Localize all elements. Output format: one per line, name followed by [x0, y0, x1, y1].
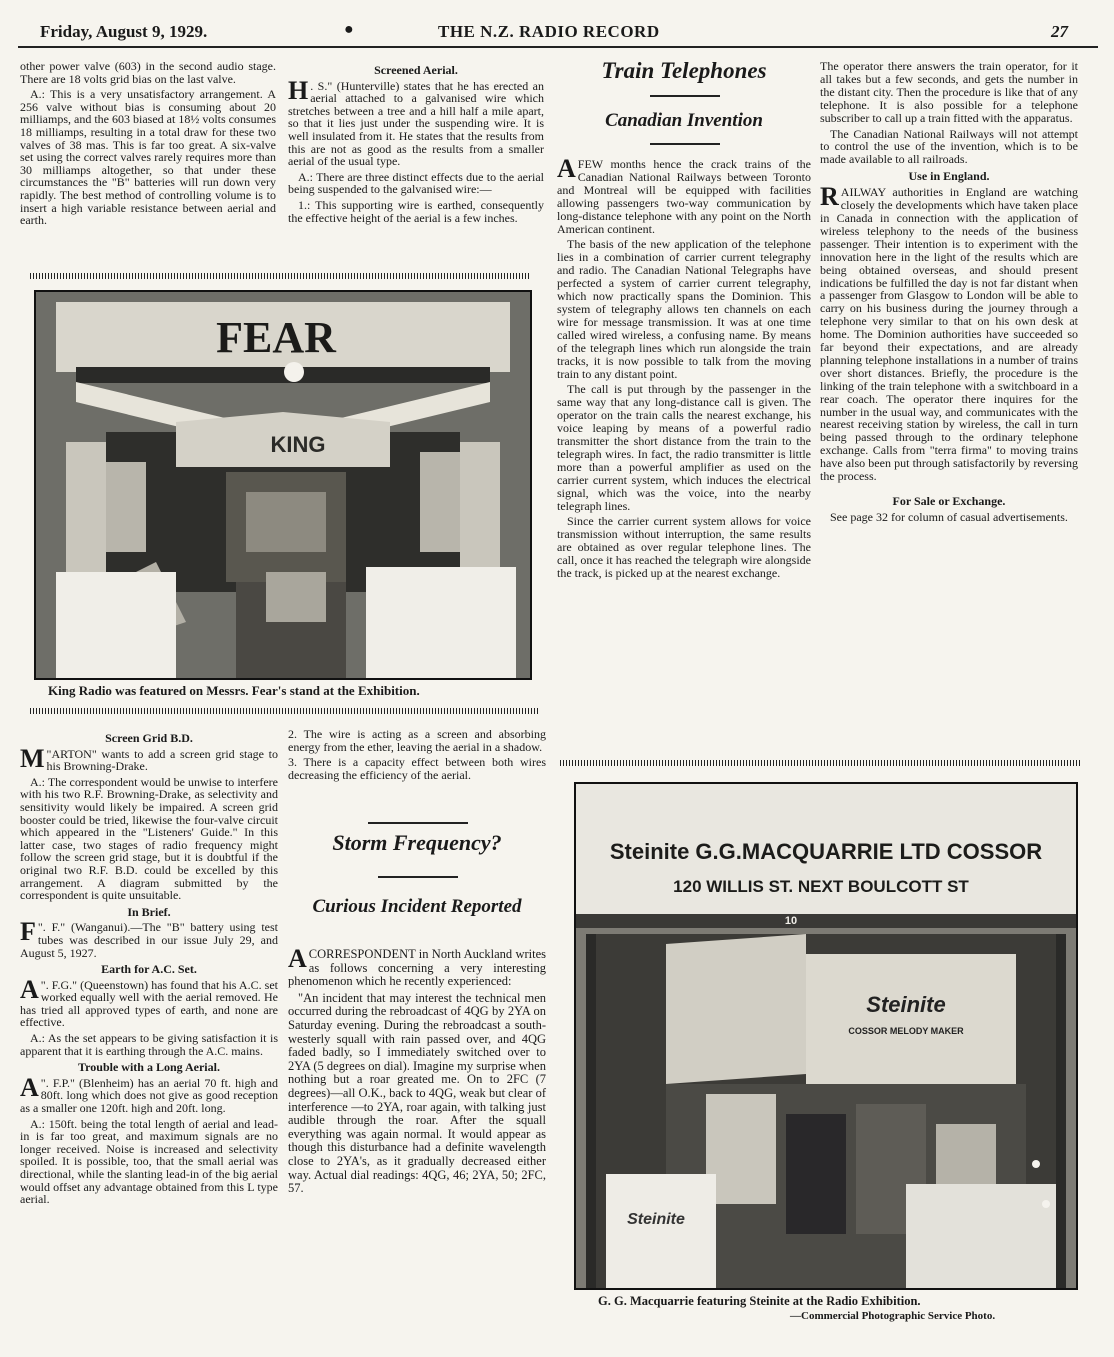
fear-stand-illustration	[36, 292, 530, 678]
photo-macquarrie-stand	[574, 782, 1078, 1290]
paragraph: See page 32 for column of casual advertisements.	[830, 509, 1068, 524]
train-headline: Train Telephones	[601, 58, 767, 83]
column-2-top	[288, 60, 544, 227]
divider	[368, 822, 468, 824]
paragraph: CORRESPONDENT in North Auckland writes as follows concerning a very interesting phenomenon which he recently experienced:	[288, 947, 546, 989]
drop-cap: H	[288, 75, 309, 105]
paragraph: 1.: This supporting wire is earthed, consequently the effective height of the aerial is a few inches.	[288, 197, 544, 225]
paragraph: 2. The wire is acting as a screen and absorbing energy from the ether, leaving the aerial in a shadow.	[288, 727, 546, 754]
decorative-rule	[560, 760, 1080, 766]
drop-cap: F	[20, 917, 36, 947]
section-heading: Trouble with a Long Aerial.	[78, 1060, 220, 1075]
paragraph: other power valve (603) in the second audio stage. There are 18 volts grid bias on the last valve.	[20, 59, 276, 86]
paragraph: 3. There is a capacity effect between both wires decreasing the efficiency of the aerial.	[288, 755, 546, 782]
cossor-banner: COSSOR MELODY MAKER	[848, 1026, 964, 1036]
paragraph: A.: The correspondent would be unwise to interfere with his two R.F. Browning-Drake, as selectivity and sensitivity would likely be impaired. A screen grid booster could be tried, likewise the four-valve circuit which appeared in the "Listeners' Guide." In this latter case, two stages of radio frequency might follow the screen grid stage, but it is doubtful if the original two R.F. B.D. could be excelled by this arrangement. A diagram submitted by the correspondent is quite unsuitable.	[20, 774, 278, 903]
storm-subheadline: Curious Incident Reported	[312, 896, 522, 917]
decorative-rule	[30, 273, 530, 279]
paragraph: . F.P." (Blenheim) has an aerial 70 ft. high and 80ft. long which does not give as good reception as a smaller one 120ft. high and 20ft. long.	[20, 1075, 278, 1116]
divider	[650, 143, 720, 145]
divider	[650, 95, 720, 97]
drop-cap: M	[20, 743, 45, 773]
paragraph: . S." (Hunterville) states that he has erected an aerial attached to a galvanised wire which stretches between a tree and a hill half a mile apart, so that it lies just under the suspending wire. It is well insulated from it. He states that the results from this are not as good as the results from a smaller aerial of the usual type.	[288, 78, 544, 169]
drop-cap: A	[20, 1072, 39, 1102]
publication-title: THE N.Z. RADIO RECORD	[438, 22, 660, 41]
photo-caption: King Radio was featured on Messrs. Fear's stand at the Exhibition.	[48, 683, 420, 698]
column-1-top	[20, 60, 276, 230]
paragraph: "An incident that may interest the technical men occurred during the rebroadcast of 4QG by 2YA on Saturday evening. During the rebroadcast a south-westerly squall with rain passed over, and 4QG faded badly, so I immediately switched over to 2YA (5 degrees on dial). Imagine my surprise when nothing but a roar greated me. On to 2FC (7 degrees)—all O.K., back to 4QG, weak but clear of interference —to 2YA, roar again, with talking just audible through the roar. After the squall everything was again normal. It would appear as though this disturbance had a definite wavelength close to 2YA's, as it gradually decreased either way. Actual dial readings: 4QG, 46; 2YA, 50; 2FC, 57.	[288, 990, 546, 1196]
paragraph: A.: 150ft. being the total length of aerial and lead-in is far too great, and maximum signals are no longer received. Noise is increased and selectivity spoiled. It is possible, too, that the small aerial was directional, while the slanting lead-in of the big aerial would offset any advantage obtained from this L type aerial.	[20, 1116, 278, 1207]
drop-cap: R	[820, 182, 839, 212]
drop-cap: A	[557, 154, 576, 183]
section-heading: Earth for A.C. Set.	[101, 962, 197, 977]
paragraph: A.: This is a very unsatisfactory arrangement. A 256 valve without bias is consuming about 20 milliamps, and the 603 biased at 18½ volts consumes 18 milliamps, resulting in a total draw for these two valves of 38 mas. This is far too great. A six-valve set using the correct valves rarely requires more than 30 milliamps altogether, so that under these circumstances the "B" batteries will run down very rapidly. The best method of controlling volume is to insert a high variable resistance between aerial and earth.	[20, 87, 276, 228]
shop-sign-line1: Steinite G.G.MACQUARRIE LTD COSSOR	[609, 839, 1043, 864]
issue-date: Friday, August 9, 1929.	[40, 22, 208, 41]
bullet-icon: ●	[344, 21, 354, 38]
train-subheadline: Canadian Invention	[605, 110, 763, 131]
storm-article	[288, 944, 546, 1199]
photo-credit: —Commercial Photographic Service Photo.	[790, 1310, 996, 1322]
column-4	[820, 60, 1078, 527]
paragraph: . F.G." (Queenstown) has found that his A.C. set worked equally well with the aerial removed. He has tried all approved types of earth, and none are effective.	[20, 977, 278, 1030]
paragraph: Since the carrier current system allows for voice transmission without interruption, the same results are obtained as over regular telephone lines. The call, once it has reached the telegraph wire alongside the track, is picked up at the nearest exchange.	[557, 514, 811, 581]
page-number: 27	[1051, 22, 1068, 41]
macquarrie-stand-illustration	[576, 784, 1076, 1288]
king-sign-text: KING	[270, 432, 326, 457]
storm-headline: Storm Frequency?	[332, 830, 502, 855]
photo-fear-stand	[34, 290, 532, 680]
paragraph: The call is put through by the passenger in the same way that any long-distance call is given. The operator on the train calls the nearest exchange, his voice leaping by means of a powerful radio transmitter the short distance from the train to the telegraph wires. In fact, the radio transmitter is little more than a powerful amplifier as used on the carrier current system, which induces the electrical signal, which was the voice, into the nearby telegraph lines.	[557, 382, 811, 513]
section-heading: For Sale or Exchange.	[892, 494, 1006, 508]
stand-number: 10	[784, 915, 798, 927]
paragraph: The Canadian National Railways will not attempt to control the use of the invention, which is to be made available to all railroads.	[820, 126, 1078, 167]
page-header	[18, 18, 1098, 48]
steinite-banner: Steinite	[866, 992, 946, 1017]
decorative-rule	[30, 708, 540, 714]
drop-cap: A	[288, 944, 307, 973]
shop-sign-line2: 120 WILLIS ST. NEXT BOULCOTT ST	[673, 877, 969, 896]
drop-cap: A	[20, 974, 39, 1004]
section-heading: Screened Aerial.	[374, 63, 458, 77]
section-heading: Use in England.	[908, 169, 990, 184]
section-heading: Screen Grid B.D.	[105, 731, 193, 745]
fear-sign-text: FEAR	[216, 313, 336, 362]
paragraph: . F." (Wanganui).—The "B" battery using test tubes was described in our issue July 29, and August 5, 1927.	[20, 920, 278, 960]
paragraph: The basis of the new application of the telephone lies in a combination of carrier current telegraphy and radio. The Canadian National Telegraphs have perfected a system of carrier current telegraphy, which now practically spans the Dominion. This system of telegraphy allows ten channels on each wire for message transmission. It was at one time called wired wireless, a confusing name. By means of the telegraph lines which run alongside the train tracks, it is now possible to talk from the moving train to any distant point.	[557, 237, 811, 381]
paragraph: ARTON" wants to add a screen grid stage to his Browning-Drake.	[46, 746, 278, 774]
paragraph: The operator there answers the train operator, for it all takes but a few seconds, and gets the number in the distant city. Then the procedure is like that of any telephone. It is also possible for a telephone subscriber to call up a train fitted with the apparatus.	[820, 59, 1078, 125]
paragraph: AILWAY authorities in England are watching closely the developments which have taken place in Canada in connection with the application of wireless telephony to the needs of the business passenger. Their intention is to experiment with the innovation here in the light of the results which are being obtained overseas, and should present indications be fulfilled the day is not far distant when a passenger from Glasgow to London will be able to carry on his business during the journey through a telephone very similar to that on his own desk at home. The Dominion authorities have succeeded so far beyond their expectations, and are already planning telephone installations in a number of trains over short distances. Briefly, the procedure is the linking of the train telephone with a switchboard in a rear coach. The operator there inquires for the number in the usual way, and communicates with the nearest receiving station by wireless, the call in turn being passed through to the ordinary telephone exchange. Calls from "terra firma" to moving trains have also been put through satisfactorily by reversing the process.	[820, 185, 1078, 484]
column-2-bottom	[288, 728, 546, 784]
section-heading: In Brief.	[127, 904, 171, 919]
divider	[378, 876, 458, 878]
steinite-box-label: Steinite	[627, 1211, 685, 1228]
paragraph: A.: There are three distinct effects due to the aerial being suspended to the galvanised wire:—	[288, 169, 544, 197]
paragraph: FEW months hence the crack trains of the Canadian National Railways between Toronto and Montreal will be equipped with facilities allowing passengers two-way communication by long-distance telephone with any point on the North American continent.	[557, 157, 811, 236]
paragraph: A.: As the set appears to be giving satisfaction it is apparent that it is earthing through the A.C. mains.	[20, 1031, 278, 1058]
column-1-bottom: Screen Grid B.D. M "ARTON" wants to add a screen grid stage to his Browning-Drake. A.: The correspondent would be unwise to interfere with his two R.F. Browning-Drake, as selectivity and sensitivity would likely be impaired. A screen grid booster could be tried, likewise the four-valve circuit which appeared in the "Listeners' Guide." In this latter case, two stages of radio frequency might follow the screen grid stage, but it is doubtful if the original two R.F. B.D. could be excelled by this arrangement. A diagram submitted by the correspondent is quite unsuitable. In Brief. F ". F." (Wanganui).—The "B" battery using test tubes was described in our issue July 29, and August 5, 1927. Earth for A.C. Set. A ". F.G." (Queenstown) has found that his A.C. set worked equally well with the aerial removed. He has tried all approved types of earth, and none are effective. A.: As the set appears to be giving satisfaction it is apparent that it is earthing through the A.C. mains. Trouble with a Long Aerial. A ". F.P." (Blenheim) has an aerial 70 ft. high and 80ft. long which does not give as good reception as a smaller one 120ft. high and 20ft. long. A.: 150ft. being the total length of aerial and lead-in is far too great, and maximum signals are no longer received. Noise is increased and selectivity spoiled. It is possible, too, that the small aerial was directional, while the slanting lead-in of the big aerial would offset any advantage obtained from this L type aerial.	[20, 731, 278, 1207]
train-article	[557, 154, 811, 583]
photo-caption: G. G. Macquarrie featuring Steinite at the Radio Exhibition.	[598, 1294, 921, 1308]
